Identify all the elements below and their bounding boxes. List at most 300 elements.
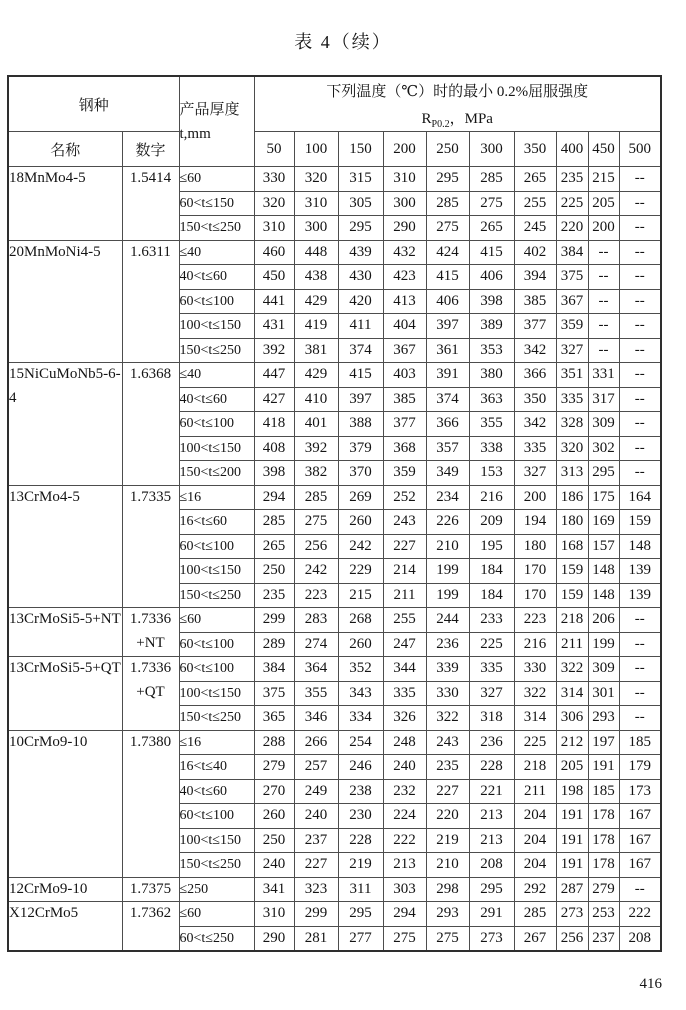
strength-value: 415 xyxy=(338,363,383,388)
strength-value: 384 xyxy=(556,240,588,265)
strength-value: 381 xyxy=(294,338,338,363)
strength-value: 249 xyxy=(294,779,338,804)
strength-value: -- xyxy=(619,657,661,682)
thickness-range: 150<t≤250 xyxy=(179,706,254,731)
strength-value: 415 xyxy=(426,265,469,290)
strength-value: 240 xyxy=(383,755,426,780)
number-header: 数字 xyxy=(122,132,179,167)
strength-value: 275 xyxy=(294,510,338,535)
strength-value: 388 xyxy=(338,412,383,437)
strength-value: 242 xyxy=(294,559,338,584)
strength-value: 277 xyxy=(338,926,383,951)
strength-value: 179 xyxy=(619,755,661,780)
strength-value: 300 xyxy=(294,216,338,241)
strength-value: 285 xyxy=(514,902,556,927)
strength-value: 374 xyxy=(338,338,383,363)
strength-value: 397 xyxy=(426,314,469,339)
thickness-range: 100<t≤150 xyxy=(179,559,254,584)
strength-value: 322 xyxy=(514,681,556,706)
strength-value: 170 xyxy=(514,559,556,584)
strength-value: 227 xyxy=(294,853,338,878)
thickness-range: 100<t≤150 xyxy=(179,314,254,339)
strength-value: 285 xyxy=(426,191,469,216)
strength-value: 310 xyxy=(294,191,338,216)
strength-value: 211 xyxy=(556,632,588,657)
steel-name: 15NiCuMoNb5-6-4 xyxy=(8,363,122,486)
strength-value: 331 xyxy=(588,363,619,388)
strength-value: 279 xyxy=(254,755,294,780)
steel-name: 12CrMo9-10 xyxy=(8,877,122,902)
strength-value: 363 xyxy=(469,387,514,412)
strength-value: 448 xyxy=(294,240,338,265)
strength-value: 311 xyxy=(338,877,383,902)
strength-value: -- xyxy=(619,338,661,363)
steel-number: 1.7336 +NT xyxy=(122,608,179,657)
table-row xyxy=(8,485,661,510)
strength-value: -- xyxy=(588,314,619,339)
strength-value: 365 xyxy=(254,706,294,731)
temp-col-450: 450 xyxy=(588,132,619,167)
thickness-range: ≤60 xyxy=(179,902,254,927)
table-row xyxy=(8,363,661,388)
strength-value: 352 xyxy=(338,657,383,682)
temp-col-250: 250 xyxy=(426,132,469,167)
strength-value: 255 xyxy=(514,191,556,216)
page-number: 416 xyxy=(639,976,662,992)
strength-value: 216 xyxy=(469,485,514,510)
strength-value: 191 xyxy=(556,853,588,878)
strength-value: 367 xyxy=(383,338,426,363)
strength-value: 205 xyxy=(588,191,619,216)
strength-value: 441 xyxy=(254,289,294,314)
strength-value: 327 xyxy=(469,681,514,706)
strength-value: 349 xyxy=(426,461,469,486)
strength-value: 139 xyxy=(619,559,661,584)
strength-value: 266 xyxy=(294,730,338,755)
thickness-range: ≤60 xyxy=(179,608,254,633)
steel-name: 13CrMoSi5-5+NT xyxy=(8,608,122,657)
strength-value: 227 xyxy=(426,779,469,804)
strength-value: 350 xyxy=(514,387,556,412)
strength-value: 341 xyxy=(254,877,294,902)
strength-value: 392 xyxy=(294,436,338,461)
table-body xyxy=(8,167,661,952)
strength-value: 247 xyxy=(383,632,426,657)
strength-value: 220 xyxy=(426,804,469,829)
temp-col-150: 150 xyxy=(338,132,383,167)
strength-value: 195 xyxy=(469,534,514,559)
strength-value: 199 xyxy=(588,632,619,657)
strength-value: 314 xyxy=(514,706,556,731)
strength-value: 427 xyxy=(254,387,294,412)
strength-value: 353 xyxy=(469,338,514,363)
strength-value: 313 xyxy=(556,461,588,486)
strength-value: 317 xyxy=(588,387,619,412)
strength-value: -- xyxy=(619,240,661,265)
strength-value: 293 xyxy=(588,706,619,731)
strength-value: 375 xyxy=(254,681,294,706)
strength-value: 240 xyxy=(254,853,294,878)
strength-value: 326 xyxy=(383,706,426,731)
strength-value: 228 xyxy=(338,828,383,853)
strength-value: 159 xyxy=(556,583,588,608)
strength-value: 233 xyxy=(469,608,514,633)
strength-value: 270 xyxy=(254,779,294,804)
strength-value: -- xyxy=(619,191,661,216)
strength-value: 310 xyxy=(254,902,294,927)
strength-value: 219 xyxy=(426,828,469,853)
strength-value: 292 xyxy=(514,877,556,902)
strength-value: 178 xyxy=(588,853,619,878)
strength-value: 254 xyxy=(338,730,383,755)
strength-value: 295 xyxy=(588,461,619,486)
strength-value: 406 xyxy=(469,265,514,290)
strength-value: 415 xyxy=(469,240,514,265)
strength-value: -- xyxy=(619,265,661,290)
header-row-1 xyxy=(8,76,661,132)
steel-name: 10CrMo9-10 xyxy=(8,730,122,877)
strength-value: 222 xyxy=(383,828,426,853)
strength-value: 290 xyxy=(383,216,426,241)
strength-value: 218 xyxy=(556,608,588,633)
strength-value: 208 xyxy=(469,853,514,878)
strength-value: 364 xyxy=(294,657,338,682)
strength-value: 338 xyxy=(469,436,514,461)
strength-value: 248 xyxy=(383,730,426,755)
temp-col-100: 100 xyxy=(294,132,338,167)
table-row xyxy=(8,730,661,755)
thickness-range: 60<t≤100 xyxy=(179,632,254,657)
table-row xyxy=(8,240,661,265)
table-row xyxy=(8,608,661,633)
strength-value: 260 xyxy=(338,632,383,657)
strength-value: 265 xyxy=(254,534,294,559)
table-row xyxy=(8,657,661,682)
strength-value: 274 xyxy=(294,632,338,657)
strength-value: 246 xyxy=(338,755,383,780)
thickness-range: 60<t≤100 xyxy=(179,412,254,437)
strength-value: 238 xyxy=(338,779,383,804)
strength-value: 180 xyxy=(514,534,556,559)
strength-value: 200 xyxy=(588,216,619,241)
strength-value: 397 xyxy=(338,387,383,412)
strength-value: 204 xyxy=(514,828,556,853)
strength-value: 431 xyxy=(254,314,294,339)
strength-value: 256 xyxy=(556,926,588,951)
strength-value: 327 xyxy=(514,461,556,486)
strength-value: 275 xyxy=(426,216,469,241)
strength-value: -- xyxy=(588,240,619,265)
strength-value: 330 xyxy=(254,167,294,192)
strength-value: 285 xyxy=(469,167,514,192)
strength-value: 401 xyxy=(294,412,338,437)
strength-value: 291 xyxy=(469,902,514,927)
strength-value: 380 xyxy=(469,363,514,388)
thickness-header: 产品厚度 t,mm xyxy=(179,76,254,167)
strength-value: -- xyxy=(619,681,661,706)
strength-value: -- xyxy=(619,167,661,192)
thickness-range: 40<t≤60 xyxy=(179,779,254,804)
r-symbol: R xyxy=(421,111,432,127)
strength-value: 370 xyxy=(338,461,383,486)
thickness-range: 60<t≤150 xyxy=(179,191,254,216)
strength-value: 235 xyxy=(556,167,588,192)
strength-value: 323 xyxy=(294,877,338,902)
strength-value: 298 xyxy=(426,877,469,902)
strength-value: 410 xyxy=(294,387,338,412)
strength-value: 368 xyxy=(383,436,426,461)
strength-value: 232 xyxy=(383,779,426,804)
strength-value: 242 xyxy=(338,534,383,559)
strength-value: 294 xyxy=(383,902,426,927)
thickness-range: 60<t≤100 xyxy=(179,804,254,829)
strength-value: 346 xyxy=(294,706,338,731)
thickness-range: 100<t≤150 xyxy=(179,828,254,853)
strength-value: 273 xyxy=(469,926,514,951)
strength-value: 391 xyxy=(426,363,469,388)
strength-value: 359 xyxy=(383,461,426,486)
strength-value: 327 xyxy=(556,338,588,363)
strength-value: 175 xyxy=(588,485,619,510)
strength-value: 213 xyxy=(469,828,514,853)
strength-value: 283 xyxy=(294,608,338,633)
strength-value: 148 xyxy=(588,583,619,608)
strength-value: 218 xyxy=(514,755,556,780)
strength-value: 257 xyxy=(294,755,338,780)
strength-value: 170 xyxy=(514,583,556,608)
thickness-range: 150<t≤250 xyxy=(179,853,254,878)
strength-value: 309 xyxy=(588,412,619,437)
strength-value: -- xyxy=(588,265,619,290)
thickness-range: 100<t≤150 xyxy=(179,681,254,706)
strength-value: 374 xyxy=(426,387,469,412)
strength-value: 303 xyxy=(383,877,426,902)
strength-value: 159 xyxy=(556,559,588,584)
strength-value: 260 xyxy=(254,804,294,829)
strength-value: 236 xyxy=(469,730,514,755)
strength-value: 267 xyxy=(514,926,556,951)
strength-value: 430 xyxy=(338,265,383,290)
strength-value: 164 xyxy=(619,485,661,510)
strength-symbol xyxy=(255,101,661,130)
strength-value: 310 xyxy=(383,167,426,192)
thickness-range: 150<t≤250 xyxy=(179,216,254,241)
strength-value: 223 xyxy=(294,583,338,608)
strength-title: 下列温度（℃）时的最小 0.2%屈服强度 xyxy=(326,84,589,100)
strength-value: 366 xyxy=(514,363,556,388)
strength-value: 148 xyxy=(588,559,619,584)
strength-value: 450 xyxy=(254,265,294,290)
strength-value: 212 xyxy=(556,730,588,755)
steel-name: 18MnMo4-5 xyxy=(8,167,122,241)
strength-value: 220 xyxy=(556,216,588,241)
strength-value: 394 xyxy=(514,265,556,290)
thickness-range: ≤16 xyxy=(179,730,254,755)
strength-value: 236 xyxy=(426,632,469,657)
strength-value: 184 xyxy=(469,559,514,584)
strength-value: 408 xyxy=(254,436,294,461)
strength-value: 230 xyxy=(338,804,383,829)
temp-col-500: 500 xyxy=(619,132,661,167)
strength-value: 221 xyxy=(469,779,514,804)
strength-value: 402 xyxy=(514,240,556,265)
steel-number: 1.7335 xyxy=(122,485,179,608)
strength-value: 330 xyxy=(514,657,556,682)
strength-value: 269 xyxy=(338,485,383,510)
strength-value: 168 xyxy=(556,534,588,559)
strength-value: 211 xyxy=(514,779,556,804)
strength-value: 250 xyxy=(254,828,294,853)
strength-value: 225 xyxy=(556,191,588,216)
strength-value: -- xyxy=(619,314,661,339)
strength-value: 355 xyxy=(469,412,514,437)
strength-value: 178 xyxy=(588,804,619,829)
strength-value: 366 xyxy=(426,412,469,437)
strength-value: -- xyxy=(619,608,661,633)
strength-value: 210 xyxy=(426,853,469,878)
strength-value: 226 xyxy=(426,510,469,535)
strength-value: 429 xyxy=(294,363,338,388)
steel-number: 1.7375 xyxy=(122,877,179,902)
strength-value: 235 xyxy=(426,755,469,780)
strength-value: 275 xyxy=(469,191,514,216)
strength-value: 178 xyxy=(588,828,619,853)
strength-value: 375 xyxy=(556,265,588,290)
strength-value: 306 xyxy=(556,706,588,731)
thickness-range: 60<t≤250 xyxy=(179,926,254,951)
strength-value: 419 xyxy=(294,314,338,339)
strength-value: 351 xyxy=(556,363,588,388)
strength-value: 299 xyxy=(294,902,338,927)
strength-value: 398 xyxy=(469,289,514,314)
strength-value: 359 xyxy=(556,314,588,339)
strength-value: 250 xyxy=(254,559,294,584)
r-subscript: P0.2 xyxy=(431,119,450,130)
strength-value: 305 xyxy=(338,191,383,216)
strength-value: 253 xyxy=(588,902,619,927)
thickness-range: 60<t≤100 xyxy=(179,534,254,559)
strength-value: -- xyxy=(588,289,619,314)
strength-value: 222 xyxy=(619,902,661,927)
strength-value: -- xyxy=(619,216,661,241)
strength-value: -- xyxy=(619,387,661,412)
strength-value: 320 xyxy=(254,191,294,216)
strength-value: 243 xyxy=(426,730,469,755)
strength-value: 302 xyxy=(588,436,619,461)
strength-value: 169 xyxy=(588,510,619,535)
strength-value: 200 xyxy=(514,485,556,510)
steel-number: 1.7362 xyxy=(122,902,179,952)
table-row xyxy=(8,902,661,927)
strength-value: 300 xyxy=(383,191,426,216)
strength-value: 310 xyxy=(254,216,294,241)
strength-value: 343 xyxy=(338,681,383,706)
strength-value: 229 xyxy=(338,559,383,584)
strength-value: 157 xyxy=(588,534,619,559)
strength-value: 139 xyxy=(619,583,661,608)
strength-value: 460 xyxy=(254,240,294,265)
strength-value: 167 xyxy=(619,804,661,829)
steel-type-header: 钢种 xyxy=(8,76,179,132)
strength-value: 225 xyxy=(469,632,514,657)
strength-value: 214 xyxy=(383,559,426,584)
strength-value: 167 xyxy=(619,853,661,878)
strength-value: 295 xyxy=(426,167,469,192)
strength-value: -- xyxy=(619,363,661,388)
strength-value: 265 xyxy=(514,167,556,192)
strength-value: 334 xyxy=(338,706,383,731)
strength-value: -- xyxy=(619,289,661,314)
temp-col-300: 300 xyxy=(469,132,514,167)
strength-value: 234 xyxy=(426,485,469,510)
strength-value: 288 xyxy=(254,730,294,755)
strength-value: 273 xyxy=(556,902,588,927)
strength-value: 432 xyxy=(383,240,426,265)
strength-value: 223 xyxy=(514,608,556,633)
strength-value: 219 xyxy=(338,853,383,878)
strength-value: 275 xyxy=(426,926,469,951)
strength-value: 377 xyxy=(514,314,556,339)
strength-value: 315 xyxy=(338,167,383,192)
strength-value: 199 xyxy=(426,559,469,584)
strength-value: 209 xyxy=(469,510,514,535)
strength-value: 295 xyxy=(469,877,514,902)
strength-value: 379 xyxy=(338,436,383,461)
strength-value: 299 xyxy=(254,608,294,633)
temp-col-400: 400 xyxy=(556,132,588,167)
strength-value: 256 xyxy=(294,534,338,559)
strength-value: 318 xyxy=(469,706,514,731)
strength-value: 206 xyxy=(588,608,619,633)
strength-value: 385 xyxy=(514,289,556,314)
thickness-range: ≤250 xyxy=(179,877,254,902)
strength-value: -- xyxy=(619,632,661,657)
thickness-range: 16<t≤60 xyxy=(179,510,254,535)
strength-value: 398 xyxy=(254,461,294,486)
strength-value: 216 xyxy=(514,632,556,657)
strength-value: 342 xyxy=(514,338,556,363)
strength-value: 194 xyxy=(514,510,556,535)
strength-value: 330 xyxy=(426,681,469,706)
strength-value: -- xyxy=(619,706,661,731)
strength-value: 204 xyxy=(514,853,556,878)
yield-strength-table xyxy=(7,75,662,952)
table-row xyxy=(8,167,661,192)
strength-value: 367 xyxy=(556,289,588,314)
strength-value: 279 xyxy=(588,877,619,902)
strength-value: 245 xyxy=(514,216,556,241)
strength-value: 342 xyxy=(514,412,556,437)
thickness-range: 16<t≤40 xyxy=(179,755,254,780)
strength-value: 335 xyxy=(383,681,426,706)
strength-value: 180 xyxy=(556,510,588,535)
strength-value: 148 xyxy=(619,534,661,559)
strength-value: -- xyxy=(588,338,619,363)
strength-value: 191 xyxy=(556,804,588,829)
strength-value: 411 xyxy=(338,314,383,339)
strength-value: 322 xyxy=(556,657,588,682)
strength-value: 211 xyxy=(383,583,426,608)
strength-value: 403 xyxy=(383,363,426,388)
strength-value: 295 xyxy=(338,902,383,927)
steel-number: 1.7380 xyxy=(122,730,179,877)
strength-value: 385 xyxy=(383,387,426,412)
strength-value: 322 xyxy=(426,706,469,731)
strength-value: 237 xyxy=(294,828,338,853)
strength-value: 357 xyxy=(426,436,469,461)
strength-value: 392 xyxy=(254,338,294,363)
strength-header xyxy=(254,76,661,132)
